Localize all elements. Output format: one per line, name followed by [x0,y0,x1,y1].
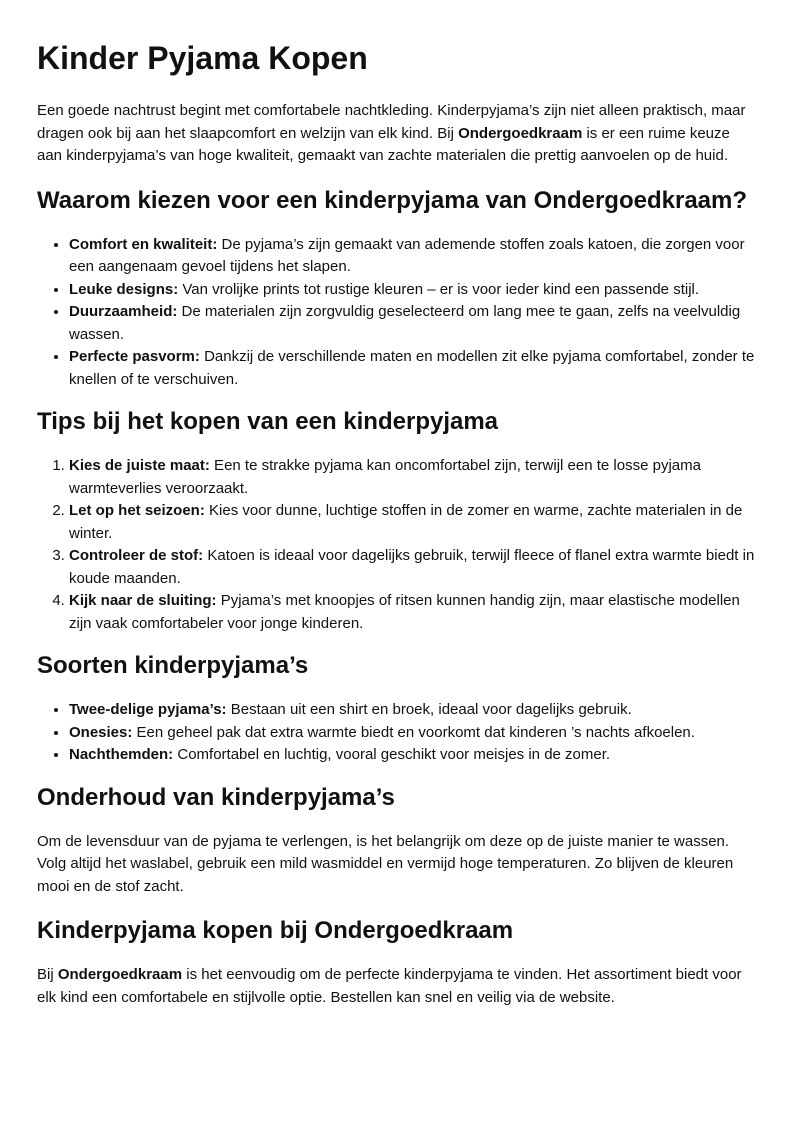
buy-paragraph [37,964,757,1009]
buy-brand: Ondergoedkraam [57,966,183,983]
why-list [37,234,757,392]
buy-text-start: Bij [37,966,58,983]
list-item [69,346,757,391]
list-item [69,455,757,500]
list-item-text: Katoen is ideaal voor dagelijks gebruik, terwijl fleece of flanel extra warmte biedt in koude maanden. [69,547,755,587]
list-item-label: Comfort en kwaliteit: [69,235,218,253]
list-item [69,722,757,745]
list-item-label: Perfecte pasvorm: [69,348,200,365]
list-item-label: Nachthemden: [69,746,174,763]
tips-heading: Tips bij het kopen van een kinderpyjama [37,408,499,435]
list-item [69,301,757,346]
list-item [69,234,757,279]
list-item [69,744,757,767]
page-title: Kinder Pyjama Kopen [37,40,368,76]
care-paragraph: Om de levensduur van de pyjama te verlengen, is het belangrijk om deze op de juiste manier te wassen. Volg altijd het waslabel, gebruik een mild wasmiddel en vermijd hoge temperaturen. Zo blijven de kleuren mooi en de stof zacht. [37,832,734,895]
list-item-label: Onesies: [69,723,133,741]
intro-text-end: is er een ruime keuze aan kinderpyjama’s van hoge kwaliteit, gemaakt van zachte materialen die prettig aanvoelen op de huid. [37,124,730,164]
list-item [69,500,757,545]
list-item-text: Een geheel pak dat extra warmte biedt en voorkomt dat kinderen ’s nachts afkoelen. [132,723,695,741]
list-item [69,699,757,722]
intro-text-start: Een goede nachtrust begint met comfortabele nachtkleding. Kinderpyjama’s zijn niet alleen praktisch, maar dragen ook bij aan het slaapcomfort en welzijn van elk kind. Bij [37,102,746,142]
list-item-text: De materialen zijn zorgvuldig geselecteerd om lang mee te gaan, zelfs na veelvuldig wassen. [69,303,741,343]
list-item-label: Kies de juiste maat: [69,457,210,474]
list-item-label: Duurzaamheid: [69,303,178,320]
list-item [69,545,757,590]
list-item-label: Kijk naar de sluiting: [69,592,217,609]
buy-heading: Kinderpyjama kopen bij Ondergoedkraam [37,917,514,944]
list-item-label: Twee-delige pyjama’s: [69,701,227,718]
list-item-text: Van vrolijke prints tot rustige kleuren – er is voor ieder kind een passende stijl. [178,280,700,298]
list-item-label: Let op het seizoen: [69,502,205,519]
intro-paragraph [37,100,757,168]
why-heading: Waarom kiezen voor een kinderpyjama van Ondergoedkraam? [37,186,748,214]
intro-brand: Ondergoedkraam [458,124,583,142]
list-item-text: Kies voor dunne, luchtige stoffen in de zomer en warme, zachte materialen in de winter. [69,502,743,542]
types-list [37,699,757,767]
list-item-text: Pyjama’s met knoopjes of ritsen kunnen handig zijn, maar elastische modellen zijn vaak comfortabeler voor jonge kinderen. [69,592,740,632]
list-item-text: Een te strakke pyjama kan oncomfortabel zijn, terwijl een te losse pyjama warmteverlies veroorzaakt. [69,457,701,497]
list-item [69,279,757,302]
list-item-label: Leuke designs: [69,280,179,298]
buy-text-end: is het eenvoudig om de perfecte kinderpyjama te vinden. Het assortiment biedt voor elk kind een comfortabele en stijlvolle optie. Bestellen kan snel en veilig via de website. [37,966,742,1006]
list-item-text: De pyjama’s zijn gemaakt van ademende stoffen zoals katoen, die zorgen voor een aangenaam gevoel tijdens het slapen. [69,235,745,275]
list-item [69,590,757,635]
tips-list [37,455,757,635]
list-item-text: Dankzij de verschillende maten en modellen zit elke pyjama comfortabel, zonder te knellen of te verschuiven. [69,348,755,388]
care-heading: Onderhoud van kinderpyjama’s [37,783,395,811]
types-heading: Soorten kinderpyjama’s [37,652,309,679]
list-item-text: Bestaan uit een shirt en broek, ideaal voor dagelijks gebruik. [226,701,632,718]
list-item-label: Controleer de stof: [69,547,204,564]
list-item-text: Comfortabel en luchtig, vooral geschikt voor meisjes in de zomer. [173,746,611,763]
